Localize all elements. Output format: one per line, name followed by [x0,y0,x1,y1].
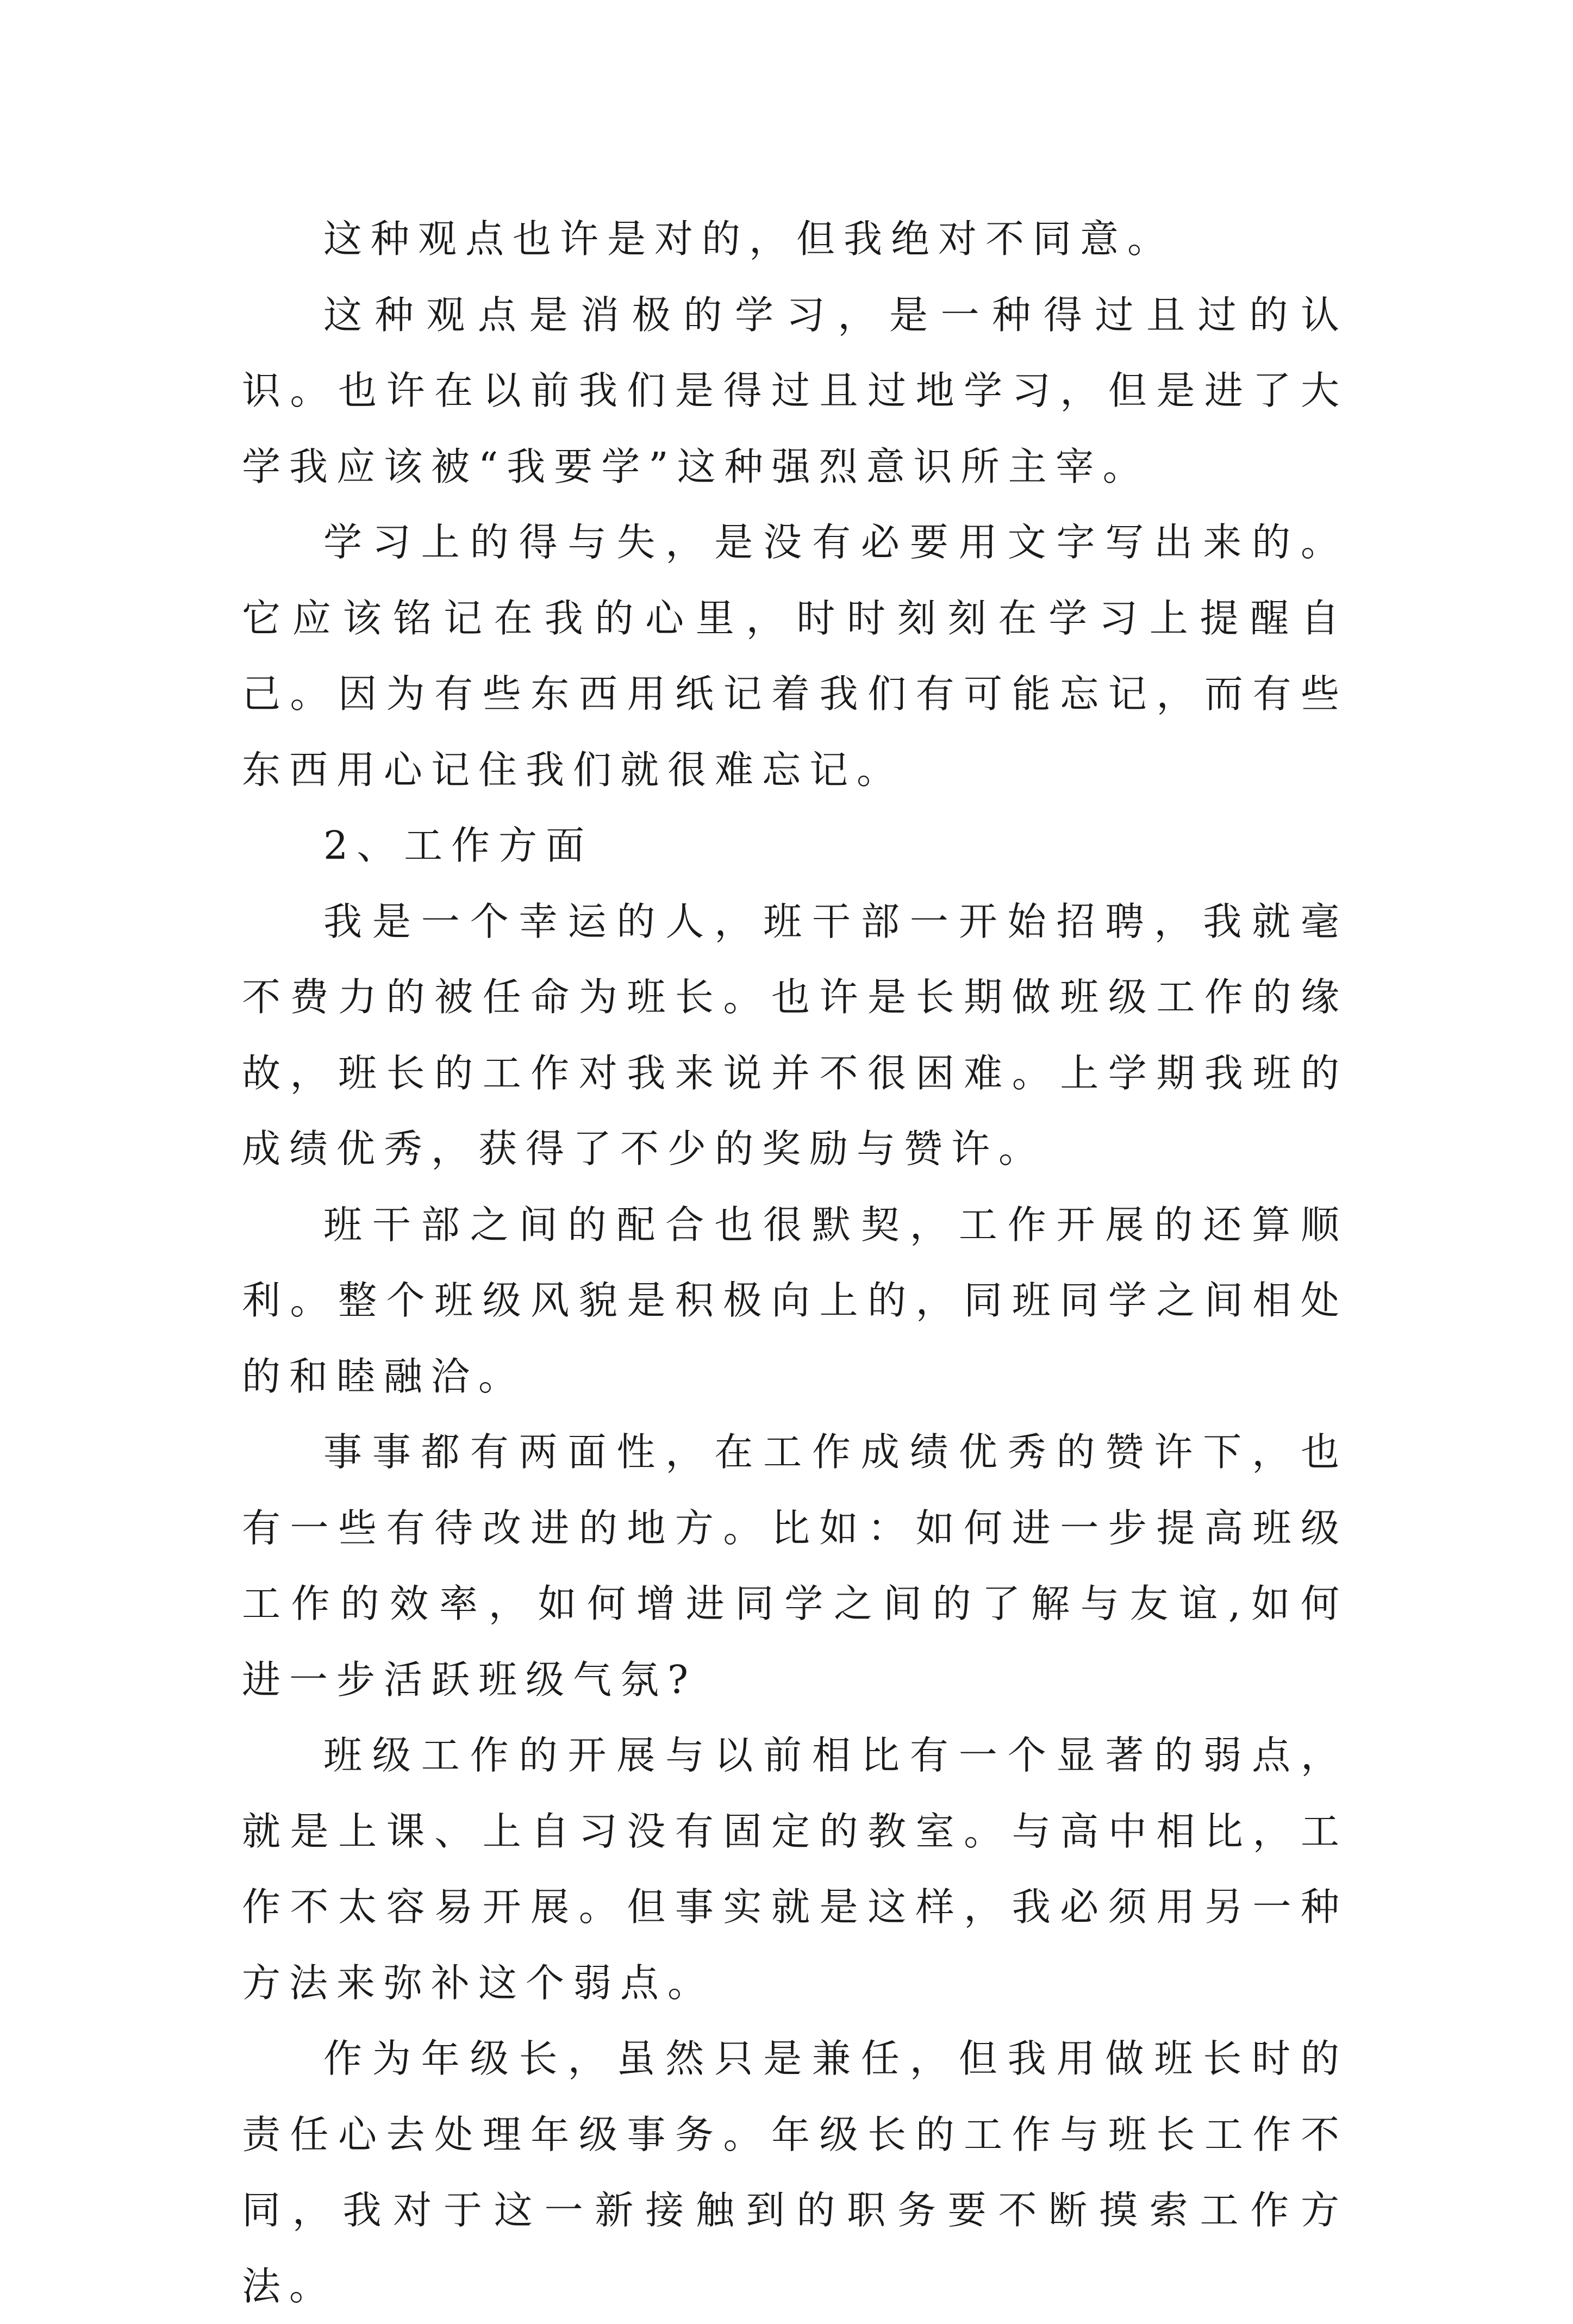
paragraph: 事事都有两面性，在工作成绩优秀的赞许下，也有一些有待改进的地方。比如：如何进一步提高班级工作的效率，如何增进同学之间的了解与友谊,如何进一步活跃班级气氛? [242,1429,1348,1702]
paragraph: 这种观点是消极的学习，是一种得过且过的认识。也许在以前我们是得过且过地学习，但是进了大学我应该被“我要学”这种强烈意识所主宰。 [242,292,1348,489]
paragraph: 作为年级长，虽然只是兼任，但我用做班长时的责任心去处理年级事务。年级长的工作与班长工作不同，我对于这一新接触到的职务要不断摸索工作方法。 [242,2036,1348,2309]
document-body [242,201,1348,2324]
paragraph: 学习上的得与失，是没有必要用文字写出来的。它应该铭记在我的心里，时时刻刻在学习上提醒自己。因为有些东西用纸记着我们有可能忘记，而有些东西用心记住我们就很难忘记。 [242,520,1348,792]
section-heading: 2、工作方面 [323,823,594,868]
paragraph: 我是一个幸运的人，班干部一开始招聘，我就毫不费力的被任命为班长。也许是长期做班级工作的缘故，班长的工作对我来说并不很困难。上学期我班的成绩优秀，获得了不少的奖励与赞许。 [242,898,1348,1171]
paragraph: 班级工作的开展与以前相比有一个显著的弱点，就是上课、上自习没有固定的教室。与高中相比，工作不太容易开展。但事实就是这样，我必须用另一种方法来弥补这个弱点。 [242,1733,1348,2006]
paragraph: 班干部之间的配合也很默契，工作开展的还算顺利。整个班级风貌是积极向上的，同班同学之间相处的和睦融洽。 [242,1202,1348,1399]
paragraph: 这种观点也许是对的，但我绝对不同意。 [323,216,1175,261]
